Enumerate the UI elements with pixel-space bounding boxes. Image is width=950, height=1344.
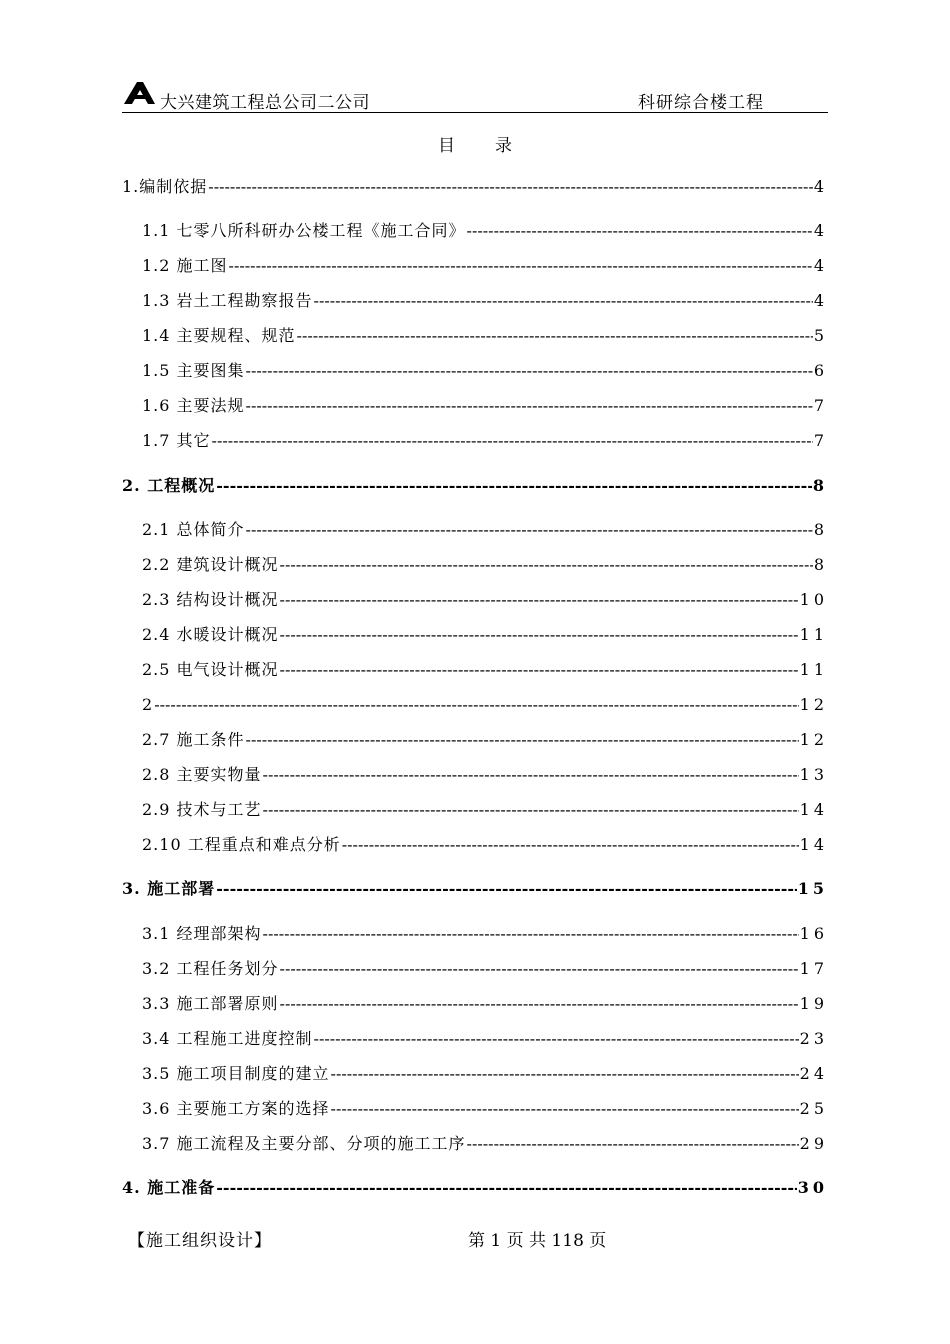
toc-entry-label: 1.1 七零八所科研办公楼工程《施工合同》: [142, 221, 466, 240]
toc-entry[interactable]: [142, 254, 828, 278]
toc-entry-page: 5: [813, 326, 828, 345]
toc-dot-leader: [246, 728, 799, 752]
toc-entry-page: 11: [799, 625, 828, 644]
toc-dot-leader: [216, 1176, 796, 1200]
toc-entry-page: 7: [813, 431, 828, 450]
toc-dot-leader: [280, 957, 799, 981]
toc-entry-page: 8: [813, 520, 828, 539]
toc-entry-page: 14: [799, 800, 828, 819]
toc-entry-label: 2.10 工程重点和难点分析: [142, 835, 341, 854]
toc-entry[interactable]: [142, 394, 828, 418]
toc-entry-label: 2.4 水暖设计概况: [142, 625, 279, 644]
toc-entry-label: 1.6 主要法规: [142, 396, 245, 415]
toc-entry-label: 3.3 施工部署原则: [142, 994, 279, 1013]
toc-dot-leader: [280, 623, 799, 647]
toc-entry-page: 30: [797, 1178, 828, 1197]
toc-entry-label: 1.5 主要图集: [142, 361, 245, 380]
toc-dot-leader: [280, 658, 799, 682]
toc-entry-page: 19: [799, 994, 828, 1013]
toc-dot-leader: [331, 1097, 799, 1121]
toc-entry-label: 2.9 技术与工艺: [142, 800, 262, 819]
toc-dot-leader: [216, 474, 812, 498]
toc-entry-page: 10: [799, 590, 828, 609]
page-header: [122, 78, 828, 113]
toc-entry-page: 23: [799, 1029, 828, 1048]
toc-entry-label: 1.编制依据: [122, 177, 208, 196]
toc-entry-page: 6: [813, 361, 828, 380]
toc-entry-label: 3.1 经理部架构: [142, 924, 262, 943]
toc-entry-label: 2.3 结构设计概况: [142, 590, 279, 609]
toc-dot-leader: [246, 394, 813, 418]
toc-entry-page: 13: [799, 765, 828, 784]
toc-dot-leader: [263, 798, 799, 822]
toc-entry-page: 4: [813, 221, 828, 240]
toc-entry-label: 1.3 岩土工程勘察报告: [142, 291, 313, 310]
toc-dot-leader: [342, 833, 799, 857]
toc-entry[interactable]: [142, 588, 828, 612]
toc-entry[interactable]: [142, 728, 828, 752]
toc-entry[interactable]: [142, 219, 828, 243]
toc-entry[interactable]: [142, 833, 828, 857]
toc-entry-label: 3. 施工部署: [122, 879, 216, 898]
toc-entry-label: 2.7 施工条件: [142, 730, 245, 749]
toc-entry[interactable]: [142, 1027, 828, 1051]
toc-entry-label: 1.4 主要规程、规范: [142, 326, 296, 345]
toc-entry-label: 2. 工程概况: [122, 476, 216, 495]
toc-entry-page: 16: [799, 924, 828, 943]
toc-entry[interactable]: [142, 289, 828, 313]
toc-dot-leader: [467, 1132, 799, 1156]
toc-dot-leader: [467, 219, 813, 243]
company-logo-icon: [122, 80, 156, 106]
toc-dot-leader: [208, 175, 813, 199]
toc-dot-leader: [280, 992, 799, 1016]
toc-entry-label: 1.2 施工图: [142, 256, 228, 275]
toc-entry-page: 25: [799, 1099, 828, 1118]
toc-entry-page: 7: [813, 396, 828, 415]
toc-entry[interactable]: [142, 658, 828, 682]
toc-entry[interactable]: [142, 518, 828, 542]
toc-entry-page: 4: [813, 256, 828, 275]
toc-dot-leader: [246, 518, 813, 542]
toc-dot-leader: [263, 922, 799, 946]
toc-title: 目录: [438, 136, 552, 156]
toc-entry[interactable]: [142, 623, 828, 647]
toc-entry[interactable]: [122, 877, 828, 901]
toc-entry-label: 3.5 施工项目制度的建立: [142, 1064, 330, 1083]
toc-dot-leader: [154, 693, 798, 717]
toc-entry[interactable]: [142, 798, 828, 822]
company-name: 大兴建筑工程总公司二公司: [160, 93, 370, 113]
toc-entry-label: 2.8 主要实物量: [142, 765, 262, 784]
toc-entry-label: 2.5 电气设计概况: [142, 660, 279, 679]
toc-entry-page: 12: [799, 730, 828, 749]
toc-entry-page: 8: [812, 476, 828, 495]
project-name: 科研综合楼工程: [638, 93, 764, 113]
toc-entry[interactable]: [122, 474, 828, 498]
toc-dot-leader: [280, 553, 813, 577]
toc-entry[interactable]: [142, 1097, 828, 1121]
toc-dot-leader: [212, 429, 813, 453]
footer-document-name: 【施工组织设计】: [128, 1231, 272, 1251]
toc-entry[interactable]: [142, 992, 828, 1016]
toc-entry[interactable]: [122, 1176, 828, 1200]
toc-dot-leader: [331, 1062, 799, 1086]
toc-dot-leader: [314, 1027, 799, 1051]
toc-entry-label: 2: [142, 695, 154, 714]
toc-entry-label: 2.2 建筑设计概况: [142, 555, 279, 574]
toc-entry-page: 24: [799, 1064, 828, 1083]
toc-entry-label: 2.1 总体简介: [142, 520, 245, 539]
toc-entry[interactable]: [142, 1062, 828, 1086]
footer-page-info: 第 1 页 共 118 页: [468, 1231, 607, 1251]
toc-entry-label: 3.4 工程施工进度控制: [142, 1029, 313, 1048]
toc-entry[interactable]: [142, 693, 828, 717]
toc-entry[interactable]: [142, 553, 828, 577]
toc-dot-leader: [263, 763, 799, 787]
toc-dot-leader: [297, 324, 813, 348]
toc-entry-page: 15: [797, 879, 828, 898]
toc-entry-page: 11: [799, 660, 828, 679]
toc-entry-label: 4. 施工准备: [122, 1178, 216, 1197]
toc-entry-page: 12: [799, 695, 828, 714]
toc-dot-leader: [216, 877, 796, 901]
toc-entry-label: 3.2 工程任务划分: [142, 959, 279, 978]
toc-entry-label: 3.7 施工流程及主要分部、分项的施工工序: [142, 1134, 466, 1153]
toc-entry[interactable]: [142, 922, 828, 946]
toc-dot-leader: [246, 359, 813, 383]
toc-entry-page: 29: [799, 1134, 828, 1153]
toc-entry-page: 4: [813, 177, 828, 196]
toc-dot-leader: [280, 588, 799, 612]
toc-entry[interactable]: [142, 1132, 828, 1156]
toc-entry[interactable]: [142, 763, 828, 787]
toc-entry[interactable]: [142, 429, 828, 453]
toc-entry-page: 14: [799, 835, 828, 854]
toc-entry-page: 4: [813, 291, 828, 310]
toc-entry-page: 8: [813, 555, 828, 574]
toc-entry[interactable]: [142, 324, 828, 348]
toc-entry-label: 3.6 主要施工方案的选择: [142, 1099, 330, 1118]
toc-entry-label: 1.7 其它: [142, 431, 211, 450]
toc-entry-page: 17: [799, 959, 828, 978]
toc-entry[interactable]: [142, 957, 828, 981]
toc-dot-leader: [229, 254, 813, 278]
toc-entry[interactable]: [142, 359, 828, 383]
toc-entry[interactable]: [122, 175, 828, 199]
toc-dot-leader: [314, 289, 813, 313]
